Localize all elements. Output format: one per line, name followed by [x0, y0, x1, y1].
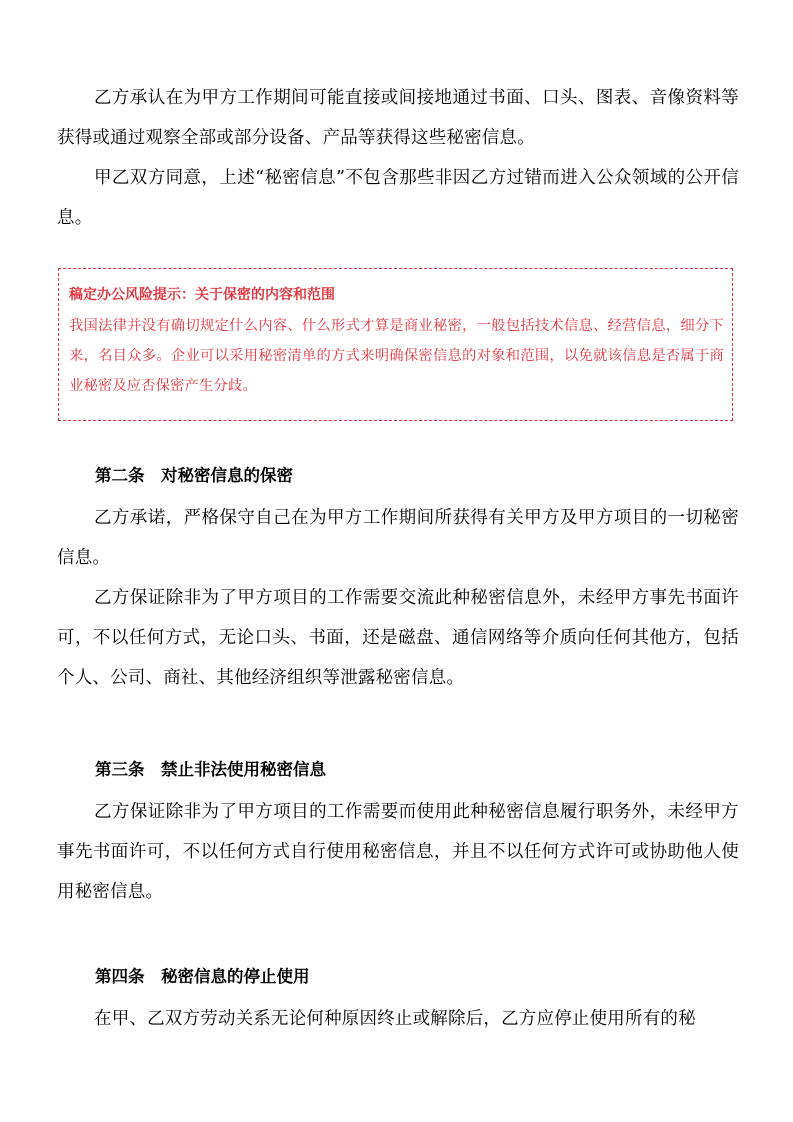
risk-note-box: [58, 268, 733, 421]
article-4-paragraph-1: 在甲、乙双方劳动关系无论何种原因终止或解除后，乙方应停止使用所有的秘: [94, 1009, 696, 1029]
risk-note-text: 我国法律并没有确切规定什么内容、什么形式才算是商业秘密，一般包括技术信息、经营信息，细分下来，名目众多。企业可以采用秘密清单的方式来明确保密信息的对象和范围，以免就该信息是否属于商业秘密及应否保密产生分歧。: [69, 318, 724, 394]
risk-note-title: 稿定办公风险提示：关于保密的内容和范围: [69, 287, 335, 303]
article-2-heading: 第二条 对秘密信息的保密: [95, 466, 293, 485]
paragraph-exclusion: 甲乙双方同意，上述“秘密信息”不包含那些非因乙方过错而进入公众领域的公开信息。: [57, 168, 739, 228]
article-2-paragraph-1: 乙方承诺，严格保守自己在为甲方工作期间所获得有关甲方及甲方项目的一切秘密信息。: [57, 508, 739, 568]
article-2-paragraph-2: 乙方保证除非为了甲方项目的工作需要交流此种秘密信息外，未经甲方事先书面许可，不以任何方式，无论口头、书面，还是磁盘、通信网络等介质向任何其他方，包括个人、公司、商社、其他经济组织等泄露秘密信息。: [57, 588, 739, 688]
paragraph-acknowledgement: 乙方承认在为甲方工作期间可能直接或间接地通过书面、口头、图表、音像资料等获得或通过观察全部或部分设备、产品等获得这些秘密信息。: [57, 88, 739, 148]
article-3-paragraph-1: 乙方保证除非为了甲方项目的工作需要而使用此种秘密信息履行职务外，未经甲方事先书面许可，不以任何方式自行使用秘密信息，并且不以任何方式许可或协助他人使用秘密信息。: [57, 802, 739, 902]
article-4-heading: 第四条 秘密信息的停止使用: [95, 967, 310, 986]
article-3-heading: 第三条 禁止非法使用秘密信息: [95, 760, 326, 779]
